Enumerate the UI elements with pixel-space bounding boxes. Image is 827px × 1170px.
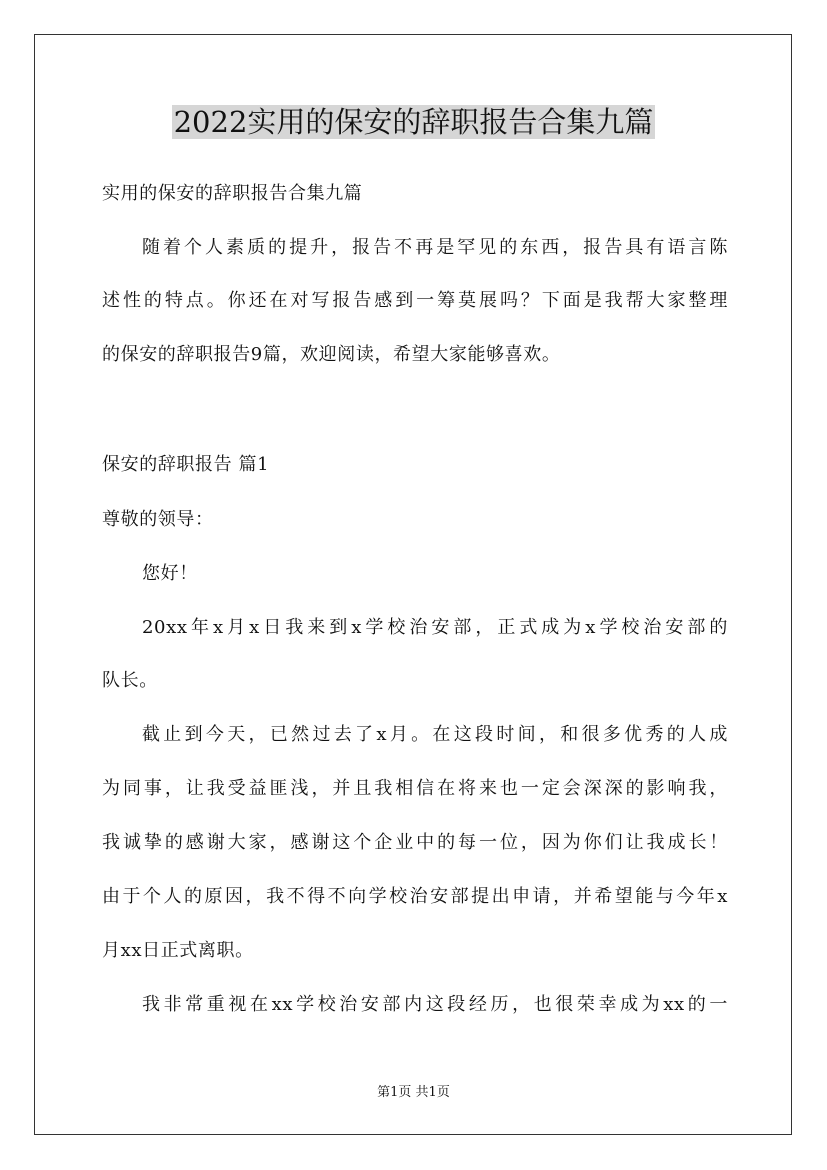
document-title-text: 2022实用的保安的辞职报告合集九篇 — [173, 105, 654, 139]
intro-line-3: 的保安的辞职报告9篇，欢迎阅读，希望大家能够喜欢。 — [102, 344, 561, 365]
body-line-6: 由于个人的原因，我不得不向学校治安部提出申请，并希望能与今年x — [102, 886, 728, 907]
greeting: 您好！ — [142, 563, 198, 584]
document-subtitle: 实用的保安的辞职报告合集九篇 — [102, 183, 363, 204]
page-footer: 第1页 共1页 — [377, 1085, 450, 1100]
document-title — [0, 100, 827, 144]
body-line-2: 队长。 — [102, 670, 158, 691]
section-heading: 保安的辞职报告 篇1 — [102, 454, 270, 475]
intro-line-2: 述性的特点。你还在对写报告感到一筹莫展吗？下面是我帮大家整理 — [102, 290, 728, 311]
body-line-4: 为同事，让我受益匪浅，并且我相信在将来也一定会深深的影响我， — [102, 778, 728, 799]
body-line-3: 截止到今天，已然过去了x月。在这段时间，和很多优秀的人成 — [142, 724, 728, 745]
body-line-5: 我诚挚的感谢大家，感谢这个企业中的每一位，因为你们让我成长！ — [102, 832, 728, 853]
salutation: 尊敬的领导： — [102, 509, 214, 530]
intro-line-1: 随着个人素质的提升，报告不再是罕见的东西，报告具有语言陈 — [142, 237, 728, 258]
body-line-1: 20xx年x月x日我来到x学校治安部，正式成为x学校治安部的 — [142, 617, 728, 638]
body-line-7: 月xx日正式离职。 — [102, 940, 254, 961]
body-line-8: 我非常重视在xx学校治安部内这段经历，也很荣幸成为xx的一 — [142, 994, 728, 1015]
